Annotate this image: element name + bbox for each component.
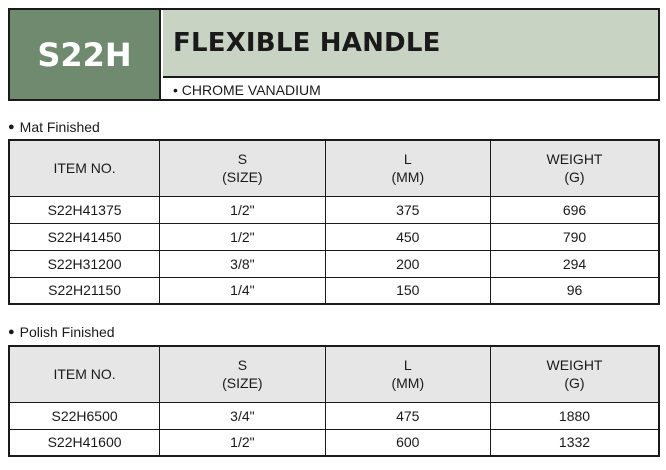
bullet-icon: ● <box>8 121 15 133</box>
cell-length: 375 <box>325 196 490 223</box>
material-spec: • CHROME VANADIUM <box>163 80 658 99</box>
table-row <box>9 223 659 250</box>
cell-weight: 294 <box>490 250 659 277</box>
table-row <box>9 402 659 429</box>
col-header-weight: WEIGHT (G) <box>490 346 659 402</box>
col-header-weight: WEIGHT (G) <box>490 140 659 196</box>
section-label-polish <box>8 324 115 340</box>
cell-length: 600 <box>325 429 490 456</box>
cell-weight: 96 <box>490 277 659 304</box>
spec-table-mat <box>8 139 660 305</box>
col-header-length: L (MM) <box>325 140 490 196</box>
bullet-icon: ● <box>8 326 15 338</box>
cell-item: S22H41450 <box>9 223 160 250</box>
table-header-row <box>9 346 659 402</box>
section-title: Polish Finished <box>19 324 115 340</box>
cell-length: 150 <box>325 277 490 304</box>
product-title: FLEXIBLE HANDLE <box>173 28 441 58</box>
cell-size: 1/4" <box>160 277 325 304</box>
table-header-row <box>9 140 659 196</box>
table-row <box>9 429 659 456</box>
cell-length: 475 <box>325 402 490 429</box>
spec-table-polish <box>8 345 660 457</box>
cell-item: S22H41375 <box>9 196 160 223</box>
product-title-box <box>163 10 658 78</box>
col-header-size: S (SIZE) <box>160 346 325 402</box>
cell-weight: 696 <box>490 196 659 223</box>
cell-length: 200 <box>325 250 490 277</box>
section-title: Mat Finished <box>19 119 100 135</box>
col-header-item: ITEM NO. <box>9 140 160 196</box>
cell-item: S22H21150 <box>9 277 160 304</box>
section-label-mat <box>8 119 100 135</box>
cell-weight: 1880 <box>490 402 659 429</box>
product-header <box>8 8 660 101</box>
cell-size: 1/2" <box>160 223 325 250</box>
cell-size: 1/2" <box>160 429 325 456</box>
table-row <box>9 196 659 223</box>
col-header-size: S (SIZE) <box>160 140 325 196</box>
cell-weight: 790 <box>490 223 659 250</box>
cell-length: 450 <box>325 223 490 250</box>
cell-size: 3/8" <box>160 250 325 277</box>
cell-item: S22H41600 <box>9 429 160 456</box>
col-header-item: ITEM NO. <box>9 346 160 402</box>
cell-item: S22H31200 <box>9 250 160 277</box>
cell-size: 1/2" <box>160 196 325 223</box>
table-row <box>9 250 659 277</box>
cell-item: S22H6500 <box>9 402 160 429</box>
product-code: S22H <box>37 35 132 74</box>
table-row <box>9 277 659 304</box>
col-header-length: L (MM) <box>325 346 490 402</box>
cell-size: 3/4" <box>160 402 325 429</box>
cell-weight: 1332 <box>490 429 659 456</box>
product-code-box <box>10 10 161 99</box>
